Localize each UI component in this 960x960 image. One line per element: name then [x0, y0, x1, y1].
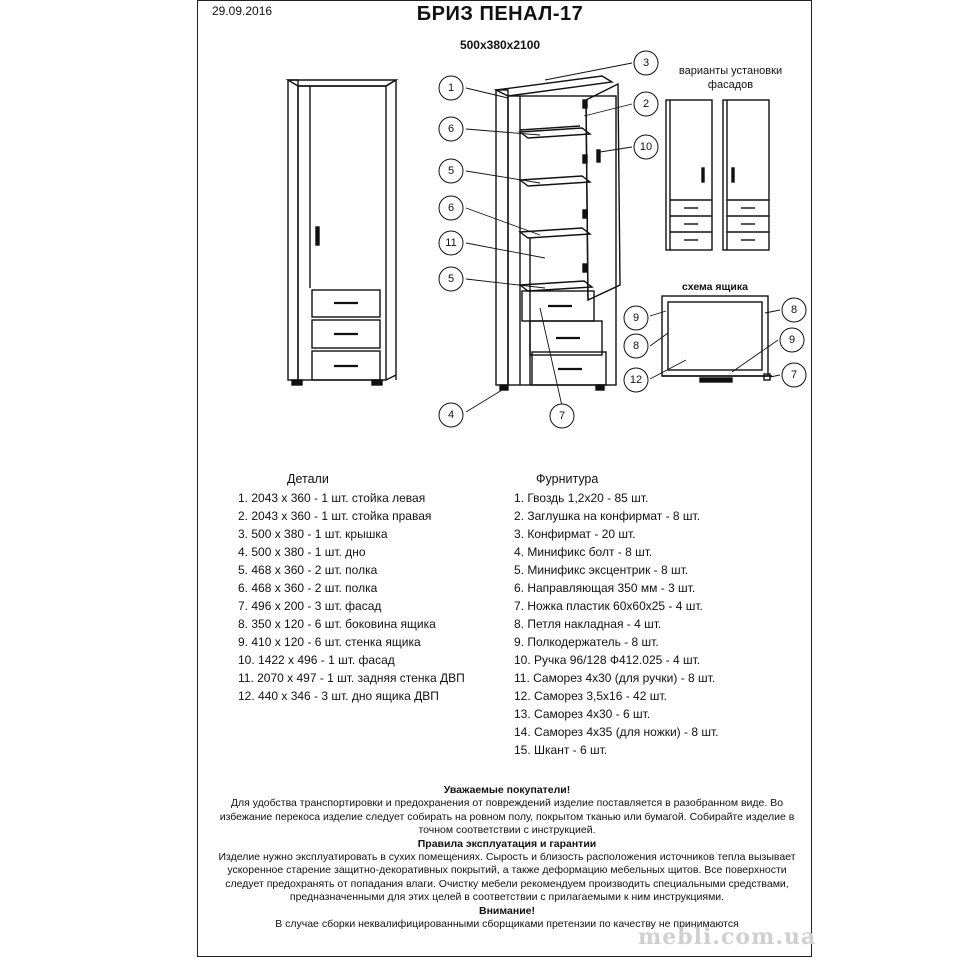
hardware-item: 7. Ножка пластик 60x60x25 - 4 шт.: [514, 599, 703, 613]
details-item: 9. 410 x 120 - 6 шт. стенка ящика: [238, 635, 421, 649]
hardware-item: 3. Конфирмат - 20 шт.: [514, 527, 636, 541]
watermark-logo: mebli.com.ua: [638, 924, 817, 950]
hardware-item: 15. Шкант - 6 шт.: [514, 743, 608, 757]
details-item: 10. 1422 x 496 - 1 шт. фасад: [238, 653, 395, 667]
hardware-item: 2. Заглушка на конфирмат - 8 шт.: [514, 509, 701, 523]
details-item: 11. 2070 x 497 - 1 шт. задняя стенка ДВП: [238, 671, 465, 685]
hardware-item: 11. Саморез 4x30 (для ручки) - 8 шт.: [514, 671, 716, 685]
callout-5b: 5: [447, 273, 455, 285]
details-item: 7. 496 x 200 - 3 шт. фасад: [238, 599, 382, 613]
details-item: 2. 2043 x 360 - 1 шт. стойка правая: [238, 509, 432, 523]
facade-variants-caption: варианты установки фасадов: [678, 65, 783, 91]
callout-3: 3: [642, 57, 650, 69]
hardware-item: 10. Ручка 96/128 Ф412.025 - 4 шт.: [514, 653, 701, 667]
details-item: 12. 440 x 346 - 3 шт. дно ящика ДВП: [238, 689, 439, 703]
product-dimensions: 500x380x2100: [459, 38, 541, 52]
callout-9b: 9: [788, 334, 796, 346]
hardware-item: 8. Петля накладная - 4 шт.: [514, 617, 662, 631]
warranty-heading: Правила эксплуатация и гарантии: [417, 837, 597, 850]
hardware-item: 13. Саморез 4x30 - 6 шт.: [514, 707, 651, 721]
details-item: 5. 468 x 360 - 2 шт. полка: [238, 563, 378, 577]
callout-11: 11: [445, 237, 457, 249]
callout-6b: 6: [447, 202, 455, 214]
document-date: 29.09.2016: [212, 4, 273, 18]
callout-markers: [0, 0, 960, 470]
callout-12: 12: [629, 374, 643, 386]
hardware-item: 12. Саморез 3,5x16 - 42 шт.: [514, 689, 667, 703]
notice-heading: Уважаемые покупатели!: [443, 784, 571, 796]
attention-heading: Внимание!: [479, 904, 535, 917]
callout-5: 5: [447, 165, 455, 177]
hardware-item: 4. Минификс болт - 8 шт.: [514, 545, 653, 559]
page-title: БРИЗ ПЕНАЛ-17: [416, 3, 584, 25]
hardware-item: 9. Полкодержатель - 8 шт.: [514, 635, 659, 649]
hardware-item: 5. Минификс эксцентрик - 8 шт.: [514, 563, 689, 577]
hardware-item: 6. Направляющая 350 мм - 3 шт.: [514, 581, 696, 595]
callout-9: 9: [632, 312, 640, 324]
details-item: 3. 500 x 380 - 1 шт. крышка: [238, 527, 388, 541]
callout-1: 1: [447, 82, 455, 94]
details-item: 8. 350 x 120 - 6 шт. боковина ящика: [238, 617, 436, 631]
callout-8b: 8: [632, 340, 640, 352]
callout-6: 6: [447, 123, 455, 135]
callout-7: 7: [558, 410, 566, 422]
drawer-scheme-caption: схема ящика: [682, 281, 748, 293]
hardware-item: 1. Гвоздь 1,2x20 - 85 шт.: [514, 491, 649, 505]
hardware-item: 14. Саморез 4x35 (для ножки) - 8 шт.: [514, 725, 719, 739]
hardware-list: [514, 489, 718, 759]
details-heading: Детали: [287, 472, 329, 486]
details-item: 1. 2043 x 360 - 1 шт. стойка левая: [238, 491, 426, 505]
customer-notice: Уважаемые покупатели! Для удобства транспортировки и предохранения от повреждений изделие поставляется в разобранном виде. Во избежание перекоса изделие следует собирать на ровном полу, покрытом тканью или бумагой. Собирайте изделие в точном соответствии с инструкцией. Правила эксплуатация и гарантии Изделие нужно эксплуатировать в сухих помещениях. Сырость и близость расположения источников тепла вызывает ускоренное старение защитно-декоративных покрытий, а также деформацию мебельных щитов. Все поверхности следует предохранять от попадания влаги. Очистку мебели рекомендуем производить специальными средствами, предназначенными для этих целей в соответствии с прилагаемыми к ним инструкциями. Внимание! В случае сборки неквалифицированными сборщиками претензии по качеству не принимаются: [204, 784, 810, 931]
callout-10: 10: [639, 141, 653, 153]
callout-7b: 7: [790, 369, 798, 381]
details-list: [238, 489, 465, 705]
callout-2: 2: [642, 98, 650, 110]
callout-4: 4: [447, 409, 455, 421]
callout-8: 8: [790, 304, 798, 316]
details-item: 4. 500 x 380 - 1 шт. дно: [238, 545, 366, 559]
details-item: 6. 468 x 360 - 2 шт. полка: [238, 581, 378, 595]
hardware-heading: Фурнитура: [536, 472, 599, 486]
